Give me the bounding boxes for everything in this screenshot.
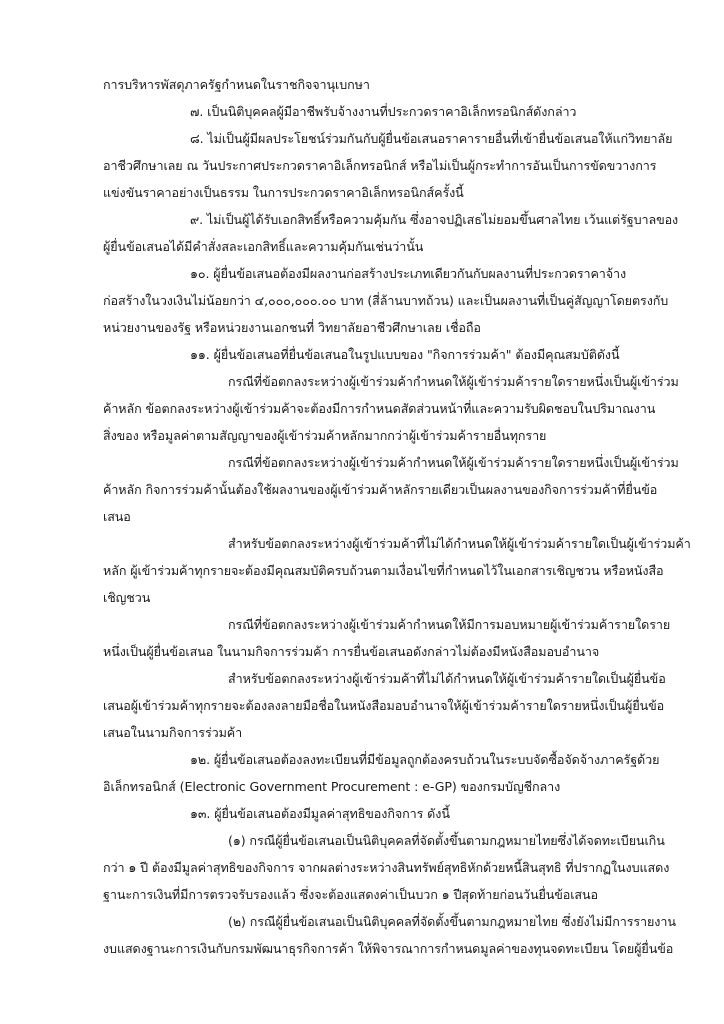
- paragraph-line: กรณีที่ข้อตกลงระหว่างผู้เข้าร่วมค้ากำหนดให้ผู้เข้าร่วมค้ารายใดรายหนึ่งเป็นผู้เข้าร่วม: [228, 455, 679, 470]
- paragraph-line: เสนอในนามกิจการร่วมค้า: [103, 725, 243, 740]
- paragraph-line: งบแสดงฐานะการเงินกับกรมพัฒนาธุรกิจการค้า ให้พิจารณาการกำหนดมูลค่าของทุนจดทะเบียน โดยผู้ยื่นข้อ: [103, 941, 674, 956]
- paragraph-line: ๑๓. ผู้ยื่นข้อเสนอต้องมีมูลค่าสุทธิของกิจการ ดังนี้: [190, 806, 450, 821]
- paragraph-line: สำหรับข้อตกลงระหว่างผู้เข้าร่วมค้าที่ไม่ได้กำหนดให้ผู้เข้าร่วมค้ารายใดเป็นผู้ยื่นข้อ: [228, 671, 666, 686]
- paragraph-line: ๑๐. ผู้ยื่นข้อเสนอต้องมีผลงานก่อสร้างประเภทเดียวกันกับผลงานที่ประกวดราคาจ้าง: [190, 266, 627, 281]
- paragraph-line: อิเล็กทรอนิกส์ (Electronic Government Procurement : e-GP) ของกรมบัญชีกลาง: [103, 779, 561, 794]
- paragraph-line: การบริหารพัสดุภาครัฐกำหนดในราชกิจจานุเบกษา: [103, 77, 370, 92]
- paragraph-line: ค้าหลัก ข้อตกลงระหว่างผู้เข้าร่วมค้าจะต้องมีการกำหนดสัดส่วนหน้าที่และความรับผิดชอบในปริมาณงาน: [103, 401, 656, 416]
- paragraph-line: ๑๑. ผู้ยื่นข้อเสนอที่ยื่นข้อเสนอในรูปแบบของ "กิจการร่วมค้า" ต้องมีคุณสมบัติดังนี้: [190, 347, 620, 362]
- paragraph-line: แข่งขันราคาอย่างเป็นธรรม ในการประกวดราคาอิเล็กทรอนิกส์ครั้งนี้: [103, 185, 464, 200]
- paragraph-line: กว่า ๑ ปี ต้องมีมูลค่าสุทธิของกิจการ จากผลต่างระหว่างสินทรัพย์สุทธิหักด้วยหนี้สินสุทธิ ที่ปรากฏในงบแสดง: [103, 860, 670, 875]
- paragraph-line: หลัก ผู้เข้าร่วมค้าทุกรายจะต้องมีคุณสมบัติครบถ้วนตามเงื่อนไขที่กำหนดไว้ในเอกสารเชิญชวน หรือหนังสือ: [103, 563, 664, 578]
- paragraph-line: (๑) กรณีผู้ยื่นข้อเสนอเป็นนิติบุคคลที่จัดตั้งขึ้นตามกฎหมายไทยซึ่งได้จดทะเบียนเกิน: [228, 833, 665, 848]
- paragraph-line: ๗. เป็นนิติบุคคลผู้มีอาชีพรับจ้างงานที่ประกวดราคาอิเล็กทรอนิกส์ดังกล่าว: [190, 104, 577, 119]
- paragraph-line: เชิญชวน: [103, 590, 151, 605]
- paragraph-line: (๒) กรณีผู้ยื่นข้อเสนอเป็นนิติบุคคลที่จัดตั้งขึ้นตามกฎหมายไทย ซึ่งยังไม่มีการรายงาน: [228, 914, 676, 929]
- paragraph-line: หน่วยงานของรัฐ หรือหน่วยงานเอกชนที่ วิทยาลัยอาชีวศึกษาเลย เชื่อถือ: [103, 320, 481, 335]
- paragraph-line: ผู้ยื่นข้อเสนอได้มีคำสั่งสละเอกสิทธิ์และความคุ้มกันเช่นว่านั้น: [103, 239, 424, 254]
- paragraph-line: สิ่งของ หรือมูลค่าตามสัญญาของผู้เข้าร่วมค้าหลักมากกว่าผู้เข้าร่วมค้ารายอื่นทุกราย: [103, 428, 547, 443]
- paragraph-line: กรณีที่ข้อตกลงระหว่างผู้เข้าร่วมค้ากำหนดให้มีการมอบหมายผู้เข้าร่วมค้ารายใดราย: [228, 617, 671, 632]
- paragraph-line: หนึ่งเป็นผู้ยื่นข้อเสนอ ในนามกิจการร่วมค้า การยื่นข้อเสนอดังกล่าวไม่ต้องมีหนังสือมอบอำนาจ: [103, 644, 600, 659]
- paragraph-line: ก่อสร้างในวงเงินไม่น้อยกว่า ๔,๐๐๐,๐๐๐.๐๐ บาท (สี่ล้านบาทถ้วน) และเป็นผลงานที่เป็นคู่สัญญาโดยตรงกับ: [103, 293, 669, 308]
- paragraph-line: ๘. ไม่เป็นผู้มีผลประโยชน์ร่วมกันกับผู้ยื่นข้อเสนอราคารายอื่นที่เข้ายื่นข้อเสนอให้แก่วิทยาลัย: [190, 131, 673, 146]
- paragraph-line: ค้าหลัก กิจการร่วมค้านั้นต้องใช้ผลงานของผู้เข้าร่วมค้าหลักรายเดียวเป็นผลงานของกิจการร่วมค้าที่ยื่นข้อ: [103, 482, 658, 497]
- paragraph-line: ฐานะการเงินที่มีการตรวจรับรองแล้ว ซึ่งจะต้องแสดงค่าเป็นบวก ๑ ปีสุดท้ายก่อนวันยื่นข้อเสนอ: [103, 887, 598, 902]
- paragraph-line: เสนอผู้เข้าร่วมค้าทุกรายจะต้องลงลายมือชื่อในหนังสือมอบอำนาจให้ผู้เข้าร่วมค้ารายใดรายหนึ่งเป็นผู้ยื่นข้อ: [103, 698, 665, 713]
- paragraph-line: ๙. ไม่เป็นผู้ได้รับเอกสิทธิ์หรือความคุ้มกัน ซึ่งอาจปฏิเสธไม่ยอมขึ้นศาลไทย เว้นแต่รัฐบาลของ: [190, 212, 679, 227]
- paragraph-line: เสนอ: [103, 509, 131, 524]
- paragraph-line: กรณีที่ข้อตกลงระหว่างผู้เข้าร่วมค้ากำหนดให้ผู้เข้าร่วมค้ารายใดรายหนึ่งเป็นผู้เข้าร่วม: [228, 374, 679, 389]
- paragraph-line: สำหรับข้อตกลงระหว่างผู้เข้าร่วมค้าที่ไม่ได้กำหนดให้ผู้เข้าร่วมค้ารายใดเป็นผู้เข้าร่วมค้า: [228, 536, 691, 551]
- paragraph-line: ๑๒. ผู้ยื่นข้อเสนอต้องลงทะเบียนที่มีข้อมูลถูกต้องครบถ้วนในระบบจัดซื้อจัดจ้างภาครัฐด้วย: [190, 752, 660, 767]
- paragraph-line: อาชีวศึกษาเลย ณ วันประกาศประกวดราคาอิเล็กทรอนิกส์ หรือไม่เป็นผู้กระทำการอันเป็นการขัดขวางการ: [103, 158, 657, 173]
